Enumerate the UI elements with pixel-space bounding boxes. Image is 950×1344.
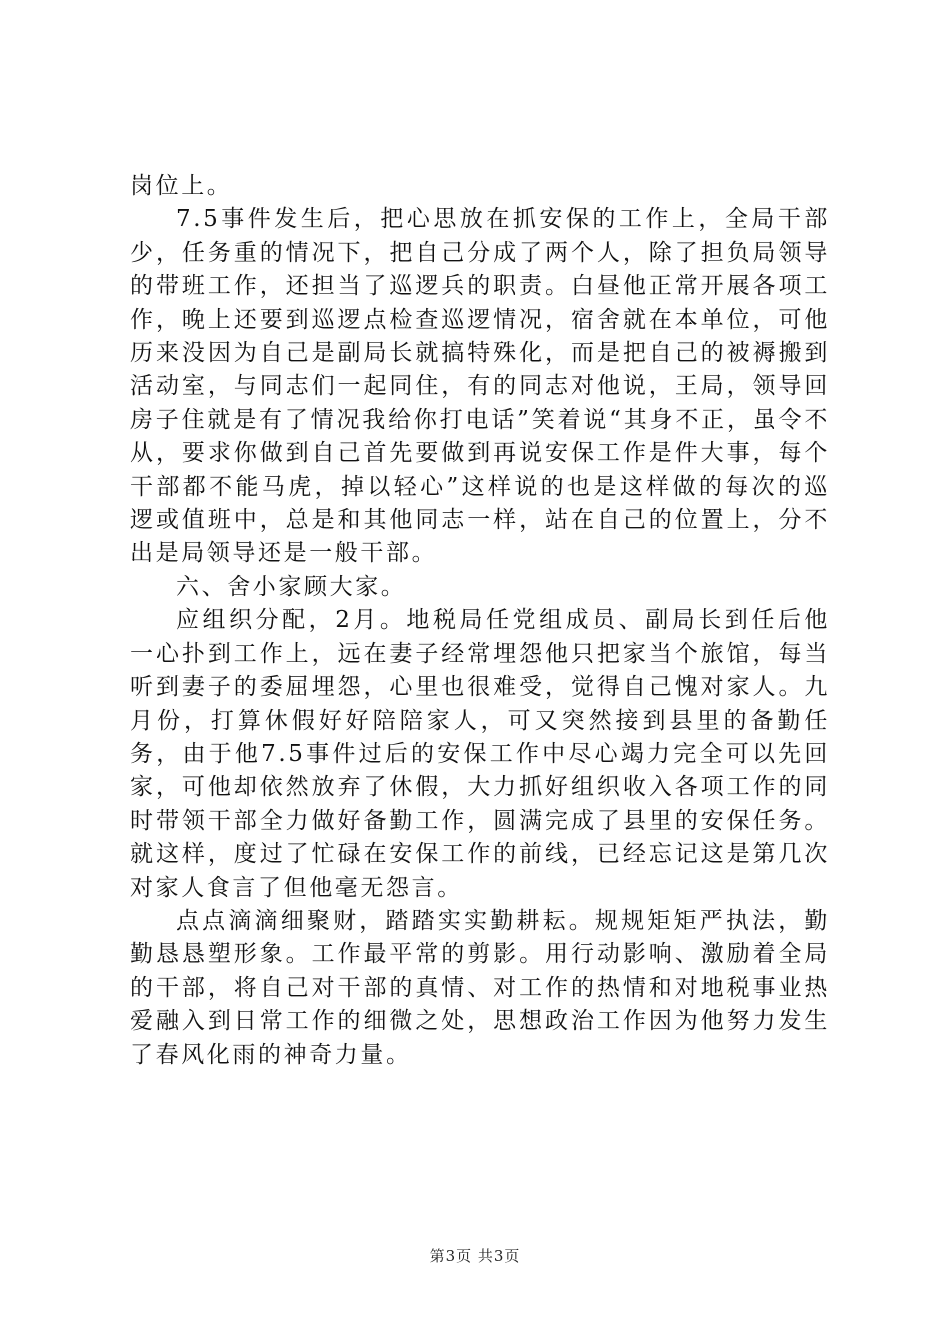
page-number: 第3页 共3页: [429, 1247, 521, 1265]
paragraph-family: 应组织分配，2月。地税局任党组成员、副局长到任后他一心扑到工作上，远在妻子经常埋怨他只把家当个旅馆，每当听到妻子的委屈埋怨，心里也很难受，觉得自己愧对家人。九月份，打算休假好好陪陪家人，可又突然接到县里的备勤任务，由于他7.5事件过后的安保工作中尽心竭力完全可以先回家，可他却依然放弃了休假，大力抓好组织收入各项工作的同时带领干部全力做好备勤工作，圆满完成了县里的安保任务。就这样，度过了忙碌在安保工作的前线，已经忘记这是第几次对家人食言了但他毫无怨言。: [130, 607, 830, 901]
paragraph-conclusion: 点点滴滴细聚财，踏踏实实勤耕耘。规规矩矩严执法，勤勤恳恳塑形象。工作最平常的剪影。用行动影响、激励着全局的干部，将自己对干部的真情、对工作的热情和对地税事业热爱融入到日常工作的细微之处，思想政治工作因为他努力发生了春风化雨的神奇力量。: [130, 907, 830, 1068]
paragraph-continuation: 岗位上。: [130, 173, 233, 199]
paragraph-security-duty: 7.5事件发生后，把心思放在抓安保的工作上，全局干部少，任务重的情况下，把自己分成了两个人，除了担负局领导的带班工作，还担当了巡逻兵的职责。白昼他正常开展各项工作，晚上还要到巡逻点检查巡逻情况，宿舍就在本单位，可他历来没因为自己是副局长就搞特殊化，而是把自己的被褥搬到活动室，与同志们一起同住，有的同志对他说，王局，领导回房子住就是有了情况我给你打电话”笑着说“其身不正，虽令不从，要求你做到自己首先要做到再说安保工作是件大事，每个干部都不能马虎，掉以轻心”这样说的也是这样做的每次的巡逻或值班中，总是和其他同志一样，站在自己的位置上，分不出是局领导还是一般干部。: [130, 206, 830, 567]
section-heading-family: 六、舍小家顾大家。: [176, 573, 407, 600]
document-body: [130, 170, 830, 1072]
